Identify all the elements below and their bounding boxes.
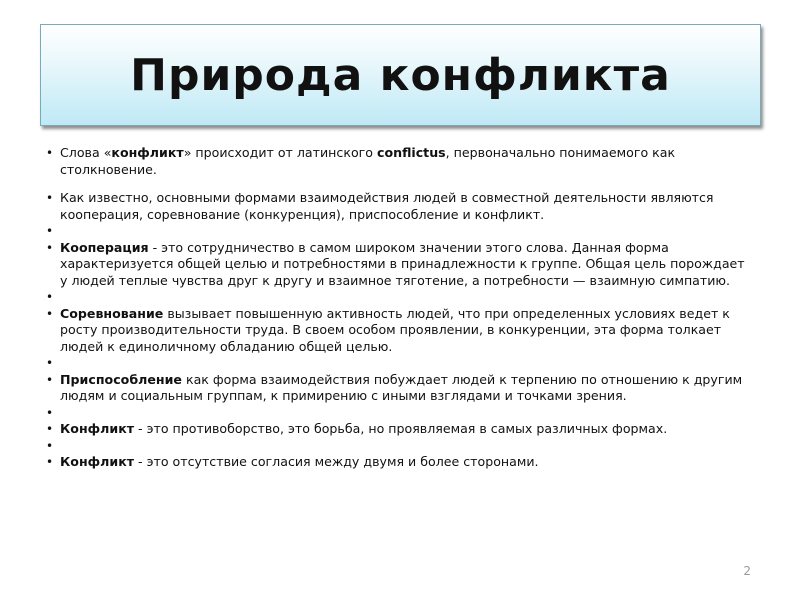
empty-bullet-item [46, 355, 746, 372]
bold-term: Конфликт [60, 421, 135, 436]
empty-bullet-item [46, 438, 746, 455]
bold-term: Конфликт [60, 454, 135, 469]
title-box [40, 24, 761, 126]
bold-term: Соревнование [60, 305, 164, 321]
bold-term: conflictus [376, 145, 446, 160]
bold-term: конфликт [111, 145, 184, 160]
slide-title: Природа конфликта [130, 49, 671, 101]
bullet-text: , первоначально понимаемого как столкновение. [60, 145, 676, 177]
empty-bullet-item [46, 223, 746, 240]
bullet-text: » происходит от латинского [183, 145, 377, 160]
bullet-item [46, 145, 746, 178]
bold-term: Кооперация [60, 239, 149, 255]
bullet-item [46, 306, 746, 356]
bullet-text: как форма взаимодействия побуждает людей к терпению по отношению к другим людям и социальным группам, к примирению с иными взглядами и точками зрения. [60, 371, 743, 403]
bullet-spacer [46, 178, 746, 190]
bullet-text: Слова « [60, 145, 112, 160]
page-number: 2 [743, 564, 751, 578]
bullet-text: вызывает повышенную активность людей, что при определенных условиях ведет к росту производительности труда. В своем особом проявлении, в конкуренции, эта форма толкает людей к единоличному обладанию общей целью. [60, 305, 730, 354]
bold-term: Приспособление [60, 371, 182, 387]
bullet-text: Как известно, основными формами взаимодействия людей в совместной деятельности являются кооперация, соревнование (конкуренция), приспособление и конфликт. [60, 190, 714, 222]
bullet-item [46, 240, 746, 290]
empty-bullet-item [46, 405, 746, 422]
bullet-item [46, 190, 746, 223]
bullet-item [46, 454, 746, 471]
bullet-text: - это сотрудничество в самом широком значении этого слова. Данная форма характеризуется общей целью и потребностями в принадлежности к группе. Общая цель порождает у людей теплые чувства друг к другу и взаимное тяготение, а потребности — взаимную симпатию. [60, 239, 745, 288]
empty-bullet-item [46, 289, 746, 306]
bullet-item [46, 372, 746, 405]
bullet-item [46, 421, 746, 438]
bullet-list [46, 145, 746, 471]
bullet-text: - это отсутствие согласия между двумя и более сторонами. [134, 454, 539, 469]
bullet-text: - это противоборство, это борьба, но проявляемая в самых различных формах. [134, 421, 668, 436]
